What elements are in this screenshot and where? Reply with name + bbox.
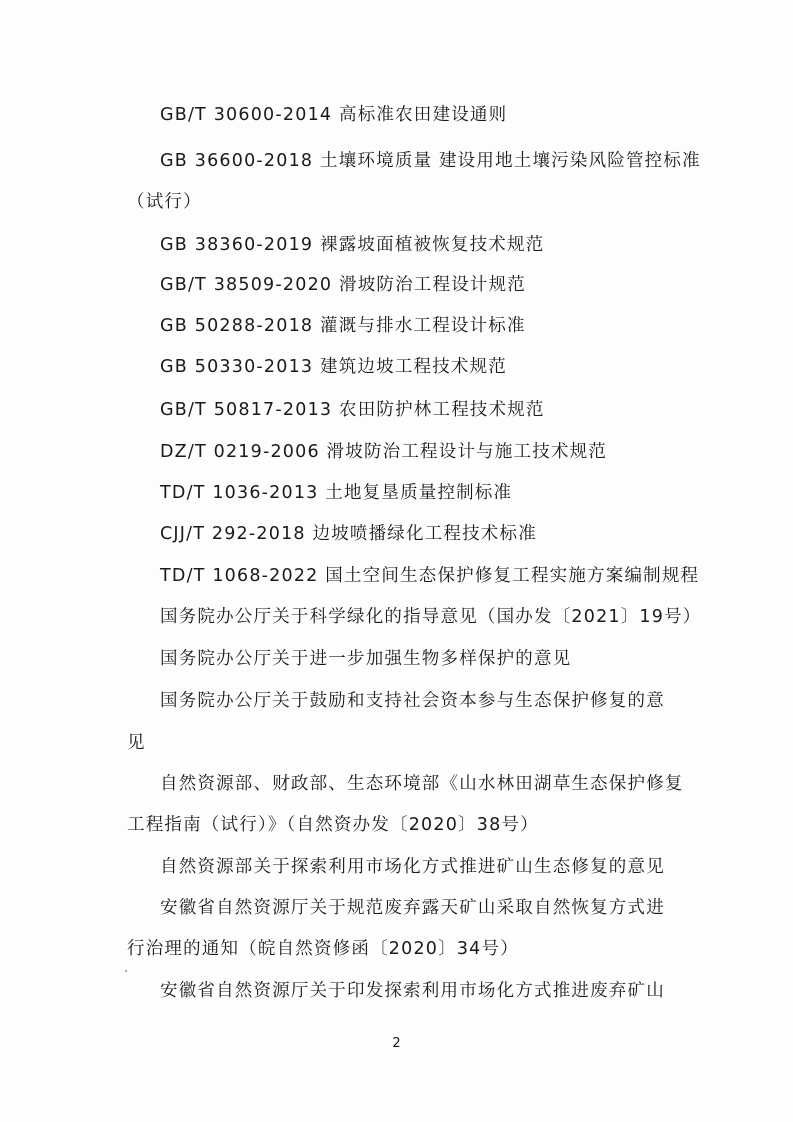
reference-line: 国务院办公厅关于鼓励和支持社会资本参与生态保护修复的意 <box>160 691 665 711</box>
reference-line: GB 50330-2013 建筑边坡工程技术规范 <box>160 357 508 377</box>
reference-line: CJJ/T 292-2018 边坡喷播绿化工程技术标准 <box>160 524 537 544</box>
reference-line: GB/T 38509-2020 滑坡防治工程设计规范 <box>160 275 526 295</box>
reference-line-continuation: （试行） <box>127 192 202 212</box>
reference-line: 自然资源部关于探索利用市场化方式推进矿山生态修复的意见 <box>160 857 665 877</box>
reference-line: 国务院办公厅关于科学绿化的指导意见（国办发〔2021〕19号） <box>160 607 702 627</box>
reference-line: GB 50288-2018 灌溉与排水工程设计标准 <box>160 316 526 336</box>
reference-line: 安徽省自然资源厅关于印发探索利用市场化方式推进废弃矿山 <box>160 981 665 1001</box>
reference-line: DZ/T 0219-2006 滑坡防治工程设计与施工技术规范 <box>160 442 608 462</box>
reference-line-continuation: 见 <box>127 733 146 753</box>
reference-line-continuation: 行治理的通知（皖自然资修函〔2020〕34号） <box>127 939 519 959</box>
scan-speck <box>125 970 127 972</box>
reference-line: TD/T 1036-2013 土地复垦质量控制标准 <box>160 483 513 503</box>
reference-line: 自然资源部、财政部、生态环境部《山水林田湖草生态保护修复 <box>160 774 684 794</box>
reference-line: GB/T 50817-2013 农田防护林工程技术规范 <box>160 400 545 420</box>
reference-line: TD/T 1068-2022 国土空间生态保护修复工程实施方案编制规程 <box>160 566 700 586</box>
reference-line-continuation: 工程指南（试行）》（自然资办发〔2020〕38号） <box>127 815 539 835</box>
reference-line: GB/T 30600-2014 高标准农田建设通则 <box>160 105 508 125</box>
reference-line: 安徽省自然资源厅关于规范废弃露天矿山采取自然恢复方式进 <box>160 898 665 918</box>
page-number: 2 <box>392 1036 401 1051</box>
reference-line: GB 36600-2018 土壤环境质量 建设用地土壤污染风险管控标准 <box>160 151 701 171</box>
reference-line: GB 38360-2019 裸露坡面植被恢复技术规范 <box>160 235 545 255</box>
reference-line: 国务院办公厅关于进一步加强生物多样保护的意见 <box>160 649 572 669</box>
